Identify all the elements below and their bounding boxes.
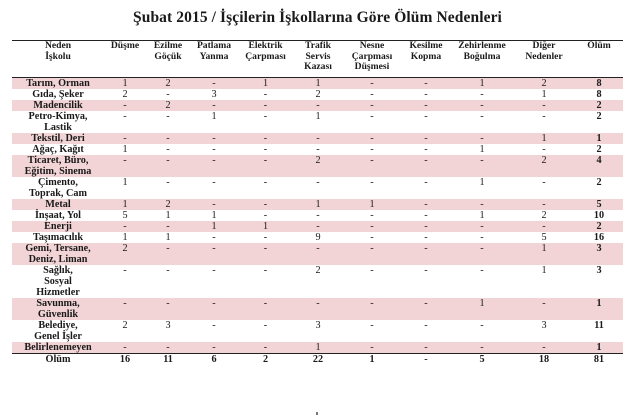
table-cell: -: [238, 298, 293, 320]
table-cell: -: [293, 100, 343, 111]
sector-label: [12, 89, 104, 100]
row-total-cell: 4: [575, 155, 623, 177]
total-row: [12, 354, 623, 366]
table-row: [12, 320, 623, 342]
sector-label: [12, 320, 104, 342]
table-cell: 5: [451, 354, 513, 366]
text-line: Gemi, Tersane,: [25, 243, 91, 254]
sector-label: [12, 133, 104, 144]
text-line: Eğitim, Sinema: [24, 166, 92, 177]
table-cell: -: [513, 342, 575, 354]
table-cell: -: [343, 298, 401, 320]
table-cell: -: [212, 320, 216, 331]
table-cell: -: [238, 243, 293, 265]
text-line: Belirlenemeyen: [24, 342, 92, 353]
table-cell: 1: [343, 354, 401, 366]
table-cell: -: [401, 298, 451, 320]
table-cell: 2: [122, 320, 128, 331]
text-line: Yanma: [199, 50, 229, 62]
table-cell: -: [480, 89, 484, 100]
table-cell: -: [146, 342, 190, 354]
row-total-cell: 1: [575, 342, 623, 354]
table-cell: -: [513, 221, 575, 232]
table-cell: -: [370, 320, 374, 331]
text-line: Metal: [45, 199, 71, 210]
text-line: Lastik: [44, 122, 72, 133]
table-cell: -: [480, 111, 484, 122]
table-cell: 2: [293, 155, 343, 177]
row-total-cell: 2: [575, 221, 623, 232]
text-line: Toprak, Cam: [29, 188, 87, 199]
table-cell: -: [104, 342, 146, 354]
table-row: [12, 144, 623, 155]
table-row: [12, 265, 623, 298]
table-cell: -: [212, 144, 216, 155]
table-cell: -: [104, 133, 146, 144]
table-row: [12, 298, 623, 320]
text-line: Patlama: [196, 40, 232, 51]
table-cell: -: [401, 354, 451, 366]
text-line: Kesilme: [409, 40, 443, 51]
table-cell: -: [190, 298, 238, 320]
table-cell: -: [166, 177, 170, 188]
text-line: Boğulma: [463, 50, 501, 62]
table-cell: -: [451, 155, 513, 177]
table-cell: -: [343, 78, 401, 90]
table-cell: 2: [513, 78, 575, 90]
table-cell: -: [293, 298, 343, 320]
table-cell: -: [146, 243, 190, 265]
table-cell: 1: [238, 78, 293, 90]
table-cell: -: [238, 133, 293, 144]
table-cell: -: [343, 133, 401, 144]
table-cell: 1: [451, 78, 513, 90]
table-cell: -: [263, 210, 268, 221]
table-cell: -: [451, 100, 513, 111]
table-cell: -: [263, 111, 268, 122]
text-line: Ezilme: [153, 40, 183, 51]
table-cell: 11: [146, 354, 190, 366]
table-cell: -: [190, 199, 238, 210]
text-line: Güvenlik: [37, 309, 79, 320]
table-cell: 1: [479, 177, 485, 188]
sector-label: [12, 144, 104, 155]
header-sector-cause: [12, 41, 104, 78]
table-cell: 18: [513, 354, 575, 366]
table-cell: 22: [293, 354, 343, 366]
table-cell: -: [190, 78, 238, 90]
table-row: [12, 342, 623, 354]
text-line: Tekstil, Deri: [31, 133, 85, 144]
table-cell: -: [343, 221, 401, 232]
row-total-cell: 3: [596, 265, 602, 276]
table-row: [12, 111, 623, 133]
text-line: Tarım, Orman: [26, 78, 90, 89]
table-cell: -: [212, 177, 216, 188]
table-cell: 1: [165, 232, 171, 243]
row-total-cell: 2: [575, 100, 623, 111]
table-cell: 1: [190, 221, 238, 232]
table-row: [12, 133, 623, 144]
sector-label: [12, 210, 104, 221]
sector-label: [12, 354, 104, 366]
table-cell: -: [424, 265, 428, 276]
table-cell: -: [293, 221, 343, 232]
table-cell: -: [401, 221, 451, 232]
table-cell: -: [146, 298, 190, 320]
table-cell: 1: [293, 199, 343, 210]
row-total-cell: 2: [596, 177, 602, 188]
text-line: Kopma: [410, 50, 442, 62]
table-cell: -: [166, 111, 170, 122]
table-cell: -: [480, 320, 484, 331]
row-total-cell: 1: [575, 133, 623, 144]
table-row: [12, 210, 623, 221]
table-cell: 1: [293, 78, 343, 90]
table-cell: -: [480, 265, 484, 276]
column-header: [238, 41, 293, 78]
table-cell: -: [370, 265, 374, 276]
table-cell: 2: [104, 243, 146, 265]
table-cell: 3: [165, 320, 171, 331]
row-total-cell: 16: [593, 232, 605, 243]
sector-label: [12, 221, 104, 232]
table-cell: 3: [315, 320, 321, 331]
table-cell: -: [263, 177, 268, 188]
text-line: Düşmesi: [354, 61, 390, 73]
table-cell: 1: [451, 298, 513, 320]
text-line: Hizmetler: [36, 287, 80, 298]
table-cell: -: [238, 199, 293, 210]
document-title: Şubat 2015 / İşçilerin İşkollarına Göre Ölüm Nedenleri: [133, 9, 502, 26]
table-cell: -: [263, 89, 268, 100]
column-header: [401, 41, 451, 78]
table-cell: 1: [104, 199, 146, 210]
table-cell: -: [513, 100, 575, 111]
table-cell: -: [104, 155, 146, 177]
column-header: [343, 41, 401, 78]
row-total-cell: 81: [575, 354, 623, 366]
table-cell: 2: [146, 100, 190, 111]
text-line: Taşımacılık: [32, 232, 83, 243]
table-body: [12, 78, 623, 366]
table-cell: -: [166, 89, 170, 100]
death-causes-table: [12, 40, 623, 365]
sector-label: [12, 232, 104, 243]
table-cell: -: [263, 232, 268, 243]
row-total-cell: 8: [575, 78, 623, 90]
table-cell: 1: [293, 342, 343, 354]
table-cell: -: [451, 243, 513, 265]
table-cell: -: [451, 342, 513, 354]
table-cell: 1: [479, 144, 485, 155]
table-cell: -: [263, 265, 268, 276]
table-cell: 5: [122, 210, 128, 221]
text-line: Ölüm: [45, 354, 71, 365]
table-cell: 3: [211, 89, 217, 100]
table-cell: 16: [104, 354, 146, 366]
table-cell: -: [316, 177, 320, 188]
text-line: Enerji: [44, 221, 72, 232]
table-cell: -: [190, 100, 238, 111]
table-header: [12, 41, 623, 78]
table-cell: -: [123, 111, 127, 122]
table-cell: -: [513, 298, 575, 320]
table-cell: -: [401, 243, 451, 265]
table-cell: -: [542, 111, 546, 122]
table-cell: 1: [513, 243, 575, 265]
table-cell: 1: [211, 111, 217, 122]
text-line: Kazası: [304, 61, 332, 73]
text-line: Düşme: [110, 40, 140, 51]
table-cell: 2: [315, 265, 321, 276]
sector-label: [12, 111, 104, 133]
sector-label: [12, 199, 104, 210]
table-cell: -: [190, 133, 238, 144]
table-cell: 2: [513, 155, 575, 177]
sector-label: [12, 342, 104, 354]
table-cell: -: [104, 100, 146, 111]
sector-label: [12, 265, 104, 298]
table-cell: -: [480, 232, 484, 243]
text-line: Madencilik: [33, 100, 83, 111]
table-cell: -: [293, 133, 343, 144]
table-cell: -: [190, 155, 238, 177]
table-cell: -: [401, 78, 451, 90]
table-cell: -: [263, 320, 268, 331]
table-cell: 1: [211, 210, 217, 221]
table-cell: 2: [146, 199, 190, 210]
table-cell: -: [104, 221, 146, 232]
table-cell: -: [370, 177, 374, 188]
row-total-cell: 11: [594, 320, 604, 331]
table-cell: -: [424, 89, 428, 100]
row-total-cell: 3: [575, 243, 623, 265]
table-cell: 1: [315, 111, 321, 122]
table-row: [12, 177, 623, 199]
text-line: Savunma,: [36, 298, 80, 309]
text-line: Sağlık,: [43, 265, 73, 276]
text-line: Petro-Kimya,: [28, 111, 88, 122]
table-cell: -: [513, 199, 575, 210]
text-line: Trafik: [305, 40, 331, 51]
sector-label: [12, 243, 104, 265]
column-header: [575, 41, 623, 78]
table-cell: -: [424, 232, 428, 243]
column-header: [513, 41, 575, 78]
table-cell: -: [190, 243, 238, 265]
row-total-cell: 8: [596, 89, 602, 100]
text-line: İşkolu: [45, 50, 71, 62]
table-cell: -: [424, 111, 428, 122]
table-cell: -: [293, 243, 343, 265]
text-line: Çarpması: [351, 50, 393, 62]
text-line: Neden: [44, 40, 72, 51]
table-cell: -: [212, 232, 216, 243]
sector-label: [12, 177, 104, 199]
text-line: Nesne: [359, 40, 385, 51]
table-row: [12, 232, 623, 243]
table-cell: -: [316, 210, 320, 221]
table-cell: -: [424, 210, 428, 221]
text-line: Sosyal: [44, 276, 72, 287]
sector-label: [12, 100, 104, 111]
table-row: [12, 243, 623, 265]
table-cell: -: [451, 199, 513, 210]
text-line: Genel İşler: [34, 331, 82, 342]
table-row: [12, 221, 623, 232]
text-line: Çimento,: [38, 177, 78, 188]
table-cell: 1: [541, 89, 547, 100]
table-cell: -: [343, 342, 401, 354]
table-cell: -: [542, 177, 546, 188]
table-cell: 1: [122, 232, 128, 243]
table-cell: 1: [343, 199, 401, 210]
table-cell: 1: [479, 210, 485, 221]
text-line: Servis: [305, 50, 331, 62]
table-cell: -: [238, 155, 293, 177]
table-cell: 1: [513, 133, 575, 144]
table-row: [12, 155, 623, 177]
table-cell: 1: [104, 78, 146, 90]
table-cell: -: [370, 210, 374, 221]
table-cell: -: [401, 100, 451, 111]
table-cell: -: [343, 243, 401, 265]
table-cell: 5: [541, 232, 547, 243]
table-cell: -: [343, 155, 401, 177]
table-cell: 2: [541, 210, 547, 221]
text-line: Çarpması: [245, 50, 286, 62]
table-cell: -: [370, 232, 374, 243]
table-cell: 9: [315, 232, 321, 243]
table-cell: 2: [315, 89, 321, 100]
table-cell: 1: [122, 144, 128, 155]
table-cell: -: [166, 144, 170, 155]
table-cell: -: [146, 155, 190, 177]
text-line: Zehirlenme: [458, 40, 506, 51]
table-cell: -: [451, 221, 513, 232]
table-cell: -: [451, 133, 513, 144]
text-line: Deniz, Liman: [28, 254, 88, 265]
table-cell: 2: [238, 354, 293, 366]
sector-label: [12, 298, 104, 320]
column-header: [190, 41, 238, 78]
table-cell: -: [316, 144, 320, 155]
text-line: Diğer: [532, 40, 556, 51]
table-cell: -: [401, 342, 451, 354]
table-cell: 3: [541, 320, 547, 331]
header-row: [12, 41, 623, 78]
table-cell: 2: [122, 89, 128, 100]
text-line: Belediye,: [38, 320, 78, 331]
table-cell: -: [238, 100, 293, 111]
table-cell: -: [370, 111, 374, 122]
text-line: Ölüm: [587, 40, 611, 51]
table-cell: -: [238, 342, 293, 354]
text-line: Elektrik: [248, 40, 283, 51]
row-total-cell: 5: [575, 199, 623, 210]
table-cell: 6: [190, 354, 238, 366]
column-header: [451, 41, 513, 78]
table-cell: -: [370, 89, 374, 100]
table-row: [12, 78, 623, 90]
table-cell: 1: [541, 265, 547, 276]
table-cell: -: [146, 133, 190, 144]
table-cell: -: [424, 320, 428, 331]
page-mark: [316, 412, 318, 415]
table-cell: -: [123, 265, 127, 276]
table-cell: 1: [165, 210, 171, 221]
row-total-cell: 2: [596, 111, 602, 122]
table-cell: -: [343, 100, 401, 111]
table-cell: -: [146, 221, 190, 232]
table-cell: -: [401, 199, 451, 210]
text-line: İnşaat, Yol: [34, 210, 82, 221]
text-line: Ağaç, Kağıt: [32, 144, 84, 155]
table-cell: -: [104, 298, 146, 320]
table-cell: 1: [122, 177, 128, 188]
sector-label: [12, 155, 104, 177]
table-cell: -: [263, 144, 268, 155]
table-cell: -: [401, 155, 451, 177]
table-row: [12, 89, 623, 100]
table-row: [12, 100, 623, 111]
table-row: [12, 199, 623, 210]
table-cell: -: [424, 144, 428, 155]
table-cell: -: [370, 144, 374, 155]
text-line: Göçük: [154, 50, 182, 62]
table-cell: -: [542, 144, 546, 155]
table-cell: 1: [238, 221, 293, 232]
text-line: Gıda, Şeker: [32, 89, 84, 100]
table-cell: -: [190, 342, 238, 354]
table-cell: -: [401, 133, 451, 144]
column-header: [146, 41, 190, 78]
column-header: [104, 41, 146, 78]
row-total-cell: 1: [575, 298, 623, 320]
table-cell: -: [212, 265, 216, 276]
column-header: [293, 41, 343, 78]
table-cell: -: [166, 265, 170, 276]
text-line: Nedenler: [525, 50, 563, 62]
row-total-cell: 2: [596, 144, 602, 155]
sector-label: [12, 78, 104, 90]
table-cell: -: [424, 177, 428, 188]
text-line: Ticaret, Büro,: [27, 155, 89, 166]
table-cell: 2: [146, 78, 190, 90]
row-total-cell: 10: [593, 210, 605, 221]
